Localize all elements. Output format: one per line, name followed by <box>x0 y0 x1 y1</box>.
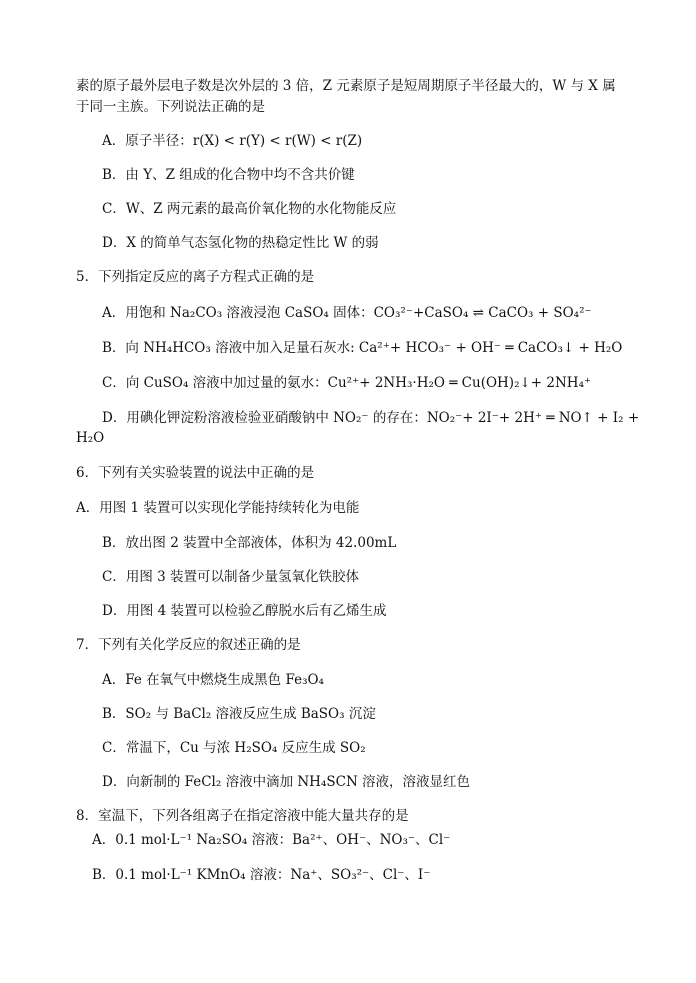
q5-option-d-line-2: H₂O <box>76 430 105 446</box>
q4-option-b: B．由 Y、Z 组成的化合物中均不含共价键 <box>102 167 355 183</box>
intro-line-1: 素的原子最外层电子数是次外层的 3 倍，Z 元素原子是短周期原子半径最大的，W 与 X 属 <box>76 78 616 94</box>
q6-option-a: A．用图 1 装置可以实现化学能持续转化为电能 <box>76 500 360 516</box>
q5-option-c: C．向 CuSO₄ 溶液中加过量的氨水：Cu²⁺+ 2NH₃·H₂O ═ Cu(OH)₂↓+ 2NH₄⁺ <box>102 375 592 391</box>
q5-option-b: B．向 NH₄HCO₃ 溶液中加入足量石灰水: Ca²⁺+ HCO₃⁻ + OH⁻ ═ CaCO₃↓ + H₂O <box>102 340 623 356</box>
q4-option-d: D．X 的简单气态氢化物的热稳定性比 W 的弱 <box>102 235 379 251</box>
q7-option-b: B．SO₂ 与 BaCl₂ 溶液反应生成 BaSO₃ 沉淀 <box>102 706 376 722</box>
q5-stem: 5．下列指定反应的离子方程式正确的是 <box>76 269 315 285</box>
q4-option-c: C．W、Z 两元素的最高价氧化物的水化物能反应 <box>102 201 397 217</box>
q6-stem: 6．下列有关实验装置的说法中正确的是 <box>76 465 315 481</box>
q6-option-d: D．用图 4 装置可以检验乙醇脱水后有乙烯生成 <box>102 603 387 619</box>
q6-option-b: B．放出图 2 装置中全部液体，体积为 42.00mL <box>102 535 397 551</box>
q8-option-b: B．0.1 mol·L⁻¹ KMnO₄ 溶液：Na⁺、SO₃²⁻、Cl⁻、I⁻ <box>92 867 431 883</box>
q4-option-a: A．原子半径：r(X) < r(Y) < r(W) < r(Z) <box>102 133 363 149</box>
q7-stem: 7．下列有关化学反应的叙述正确的是 <box>76 637 301 653</box>
intro-line-2: 于同一主族。下列说法正确的是 <box>76 99 265 115</box>
q7-option-a: A．Fe 在氧气中燃烧生成黑色 Fe₃O₄ <box>102 672 324 688</box>
q5-option-d-line-1: D．用碘化钾淀粉溶液检验亚硝酸钠中 NO₂⁻ 的存在：NO₂⁻+ 2I⁻+ 2H⁺ ═ NO↑ + I₂ + <box>102 410 640 426</box>
q7-option-d: D．向新制的 FeCl₂ 溶液中滴加 NH₄SCN 溶液，溶液显红色 <box>102 774 471 790</box>
q5-option-a: A．用饱和 Na₂CO₃ 溶液浸泡 CaSO₄ 固体：CO₃²⁻+CaSO₄ ⇌ CaCO₃ + SO₄²⁻ <box>102 305 592 321</box>
q8-stem: 8．室温下，下列各组离子在指定溶液中能大量共存的是 <box>76 808 409 824</box>
q7-option-c: C．常温下，Cu 与浓 H₂SO₄ 反应生成 SO₂ <box>102 740 366 756</box>
q6-option-c: C．用图 3 装置可以制备少量氢氧化铁胶体 <box>102 569 360 585</box>
q8-option-a: A．0.1 mol·L⁻¹ Na₂SO₄ 溶液：Ba²⁺、OH⁻、NO₃⁻、Cl⁻ <box>92 832 451 848</box>
